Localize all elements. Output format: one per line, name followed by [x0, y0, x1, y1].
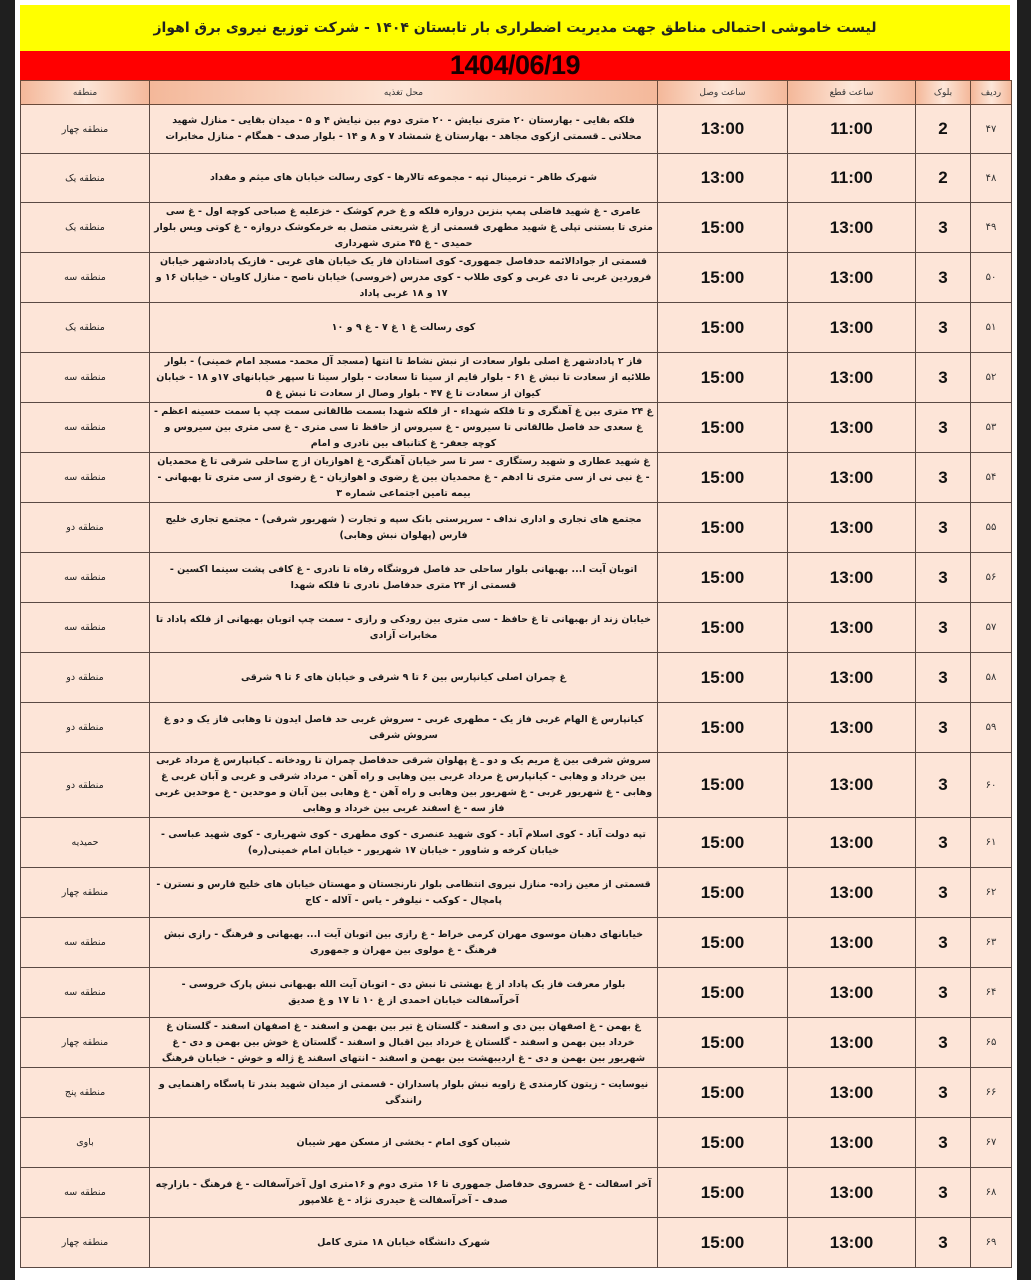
region-cell: منطقه یک — [21, 303, 150, 353]
schedule-date: 1404/06/19 — [20, 51, 1010, 80]
cut-time-cell: 13:00 — [788, 1018, 916, 1068]
table-header-row — [21, 81, 1012, 105]
location-cell: اتوبان آیت ا... بهبهانی بلوار ساحلی حد فاصل فروشگاه رفاه تا نادری - غ کافی پشت سینما اکسین - قسمتی از ۲۴ متری حدفاصل نادری تا فلکه شهدا — [150, 553, 658, 603]
cut-time-cell: 13:00 — [788, 503, 916, 553]
block-cell: 3 — [916, 1018, 971, 1068]
region-cell: منطقه دو — [21, 503, 150, 553]
restore-time-cell: 15:00 — [658, 1068, 788, 1118]
restore-time-cell: 15:00 — [658, 203, 788, 253]
row-number-cell: ۴۷ — [971, 105, 1012, 154]
restore-time-cell: 15:00 — [658, 1118, 788, 1168]
location-cell: غ شهید عطاری و شهید رستگاری - سر تا سر خیابان آهنگری- غ اهوازیان از ج ساحلی شرقی تا غ محمدیان - غ نبی نی از سی متری تا ادهم - غ محمدیان بین غ رضوی و اهوازیان - غ رضوی از سی متری تا بهبهانی - بیمه تامین اجتماعی شماره ۳ — [150, 453, 658, 503]
restore-time-cell: 15:00 — [658, 968, 788, 1018]
location-cell: تپه دولت آباد - کوی اسلام آباد - کوی شهید عنصری - کوی مطهری - کوی شهریاری - کوی شهید عباسی - خیابان کرخه و شاوور - خیابان ۱۷ شهریور - خیابان امام خمینی(ره) — [150, 818, 658, 868]
block-cell: 3 — [916, 403, 971, 453]
header-row-number: ردیف — [971, 81, 1012, 105]
restore-time-cell: 15:00 — [658, 703, 788, 753]
table-row — [21, 1018, 1012, 1068]
row-number-cell: ۶۶ — [971, 1068, 1012, 1118]
cut-time-cell: 13:00 — [788, 918, 916, 968]
region-cell: منطقه چهار — [21, 1218, 150, 1268]
location-cell: آخر اسفالت - غ خسروی حدفاصل جمهوری تا ۱۶ متری دوم و ۱۶متری اول آخرآسفالت - غ فرهنگ - بازارچه صدف - آخرآسفالت غ حیدری نژاد - غ غلامپور — [150, 1168, 658, 1218]
restore-time-cell: 15:00 — [658, 868, 788, 918]
block-cell: 3 — [916, 503, 971, 553]
restore-time-cell: 15:00 — [658, 818, 788, 868]
region-cell: منطقه دو — [21, 753, 150, 818]
table-row — [21, 503, 1012, 553]
cut-time-cell: 13:00 — [788, 703, 916, 753]
row-number-cell: ۵۱ — [971, 303, 1012, 353]
location-cell: کیانپارس غ الهام غربی فاز یک - مطهری غربی - سروش غربی حد فاصل ایدون تا وهابی فاز یک و دو غ سروش شرقی — [150, 703, 658, 753]
row-number-cell: ۶۸ — [971, 1168, 1012, 1218]
restore-time-cell: 15:00 — [658, 1168, 788, 1218]
row-number-cell: ۶۷ — [971, 1118, 1012, 1168]
row-number-cell: ۵۵ — [971, 503, 1012, 553]
restore-time-cell: 15:00 — [658, 303, 788, 353]
table-row — [21, 353, 1012, 403]
location-cell: عامری - غ شهید فاضلی پمپ بنزین دروازه فلکه و غ خرم کوشک - خزعلیه غ صباحی کوچه اول - غ سی متری تا بستنی تپلی غ شهید مطهری قسمتی از غ شریعتی متصل به خرمکوشک دروازه - غ کوتی ویس بلوار حمیدی - غ ۴۵ متری شهرداری — [150, 203, 658, 253]
row-number-cell: ۶۱ — [971, 818, 1012, 868]
row-number-cell: ۵۲ — [971, 353, 1012, 403]
table-row — [21, 818, 1012, 868]
block-cell: 3 — [916, 753, 971, 818]
table-row — [21, 453, 1012, 503]
location-cell: غ چمران اصلی کیانپارس بین ۶ تا ۹ شرقی و خیابان های ۶ تا ۹ شرقی — [150, 653, 658, 703]
block-cell: 3 — [916, 868, 971, 918]
block-cell: 3 — [916, 818, 971, 868]
block-cell: 3 — [916, 203, 971, 253]
table-row — [21, 918, 1012, 968]
block-cell: 3 — [916, 1068, 971, 1118]
restore-time-cell: 15:00 — [658, 1218, 788, 1268]
row-number-cell: ۴۸ — [971, 154, 1012, 203]
cut-time-cell: 13:00 — [788, 1068, 916, 1118]
row-number-cell: ۶۳ — [971, 918, 1012, 968]
restore-time-cell: 15:00 — [658, 353, 788, 403]
block-cell: 3 — [916, 353, 971, 403]
block-cell: 3 — [916, 918, 971, 968]
cut-time-cell: 11:00 — [788, 154, 916, 203]
header-region: منطقه — [21, 81, 150, 105]
region-cell: منطقه چهار — [21, 1018, 150, 1068]
region-cell: منطقه سه — [21, 253, 150, 303]
table-row — [21, 868, 1012, 918]
row-number-cell: ۶۵ — [971, 1018, 1012, 1068]
region-cell: منطقه سه — [21, 403, 150, 453]
table-row — [21, 203, 1012, 253]
region-cell: منطقه چهار — [21, 105, 150, 154]
document-title: لیست خاموشی احتمالی مناطق جهت مدیریت اضطراری بار تابستان ۱۴۰۴ - شرکت توزیع نیروی برق اهواز — [20, 5, 1010, 51]
table-row — [21, 403, 1012, 453]
location-cell: غ ۲۴ متری بین غ آهنگری و تا فلکه شهداء - از فلکه شهدا بسمت طالقانی سمت چپ یا سمت حسینه اعظم - غ سعدی حد فاصل طالقانی تا سیروس - غ سیروس از حافظ تا سی متری - غ سی متری بین سیروس و کوچه جعفر- غ کتانباف بین نادری و امام — [150, 403, 658, 453]
location-cell: بلوار معرفت فاز یک پاداد از غ بهشتی تا نبش دی - اتوبان آیت الله بهبهانی نبش پارک خروسی - آخرآسفالت خیابان احمدی از غ ۱۰ تا ۱۷ و غ صدیق — [150, 968, 658, 1018]
row-number-cell: ۵۹ — [971, 703, 1012, 753]
restore-time-cell: 15:00 — [658, 753, 788, 818]
table-row — [21, 603, 1012, 653]
block-cell: 3 — [916, 553, 971, 603]
location-cell: سروش شرقی بین غ مریم یک و دو ـ غ پهلوان شرقی حدفاصل چمران تا رودخانه ـ کیانپارس غ مرداد غربی بین خرداد و وهابی - کیانپارس غ مرداد غربی بین وهابی و راه آهن - مرداد شرقی و غربی و آبان غربی غ وهابی - غ شهریور غربی - غ شهریور بین وهابی و راه آهن - غ وهابی بین آبان و موحدین - غ موحدین غربی فاز سه - غ اسفند غربی بین خرداد و وهابی — [150, 753, 658, 818]
header-location: محل تغذیه — [150, 81, 658, 105]
cut-time-cell: 13:00 — [788, 553, 916, 603]
region-cell: منطقه پنج — [21, 1068, 150, 1118]
location-cell: قسمتی از معین زاده- منازل نیروی انتظامی بلوار نارنجستان و مهستان خیابان های خلیج فارس و نسترن - پامچال - کوکب - نیلوفر - یاس - آلاله - کاج — [150, 868, 658, 918]
region-cell: منطقه سه — [21, 918, 150, 968]
cut-time-cell: 13:00 — [788, 453, 916, 503]
region-cell: حمیدیه — [21, 818, 150, 868]
block-cell: 3 — [916, 968, 971, 1018]
table-row — [21, 1218, 1012, 1268]
row-number-cell: ۵۸ — [971, 653, 1012, 703]
location-cell: فلکه بقایی - بهارستان ۲۰ متری نیایش - ۲۰ متری دوم بین نیایش ۴ و ۵ - میدان بقایی - منازل شهید محلاتی ـ قسمتی ازکوی مجاهد - بهارستان غ شمشاد ۷ و ۸ و ۱۴ - بلوار صدف - همگام - منازل مخابرات — [150, 105, 658, 154]
block-cell: 2 — [916, 154, 971, 203]
location-cell: نیوسایت - زیتون کارمندی غ زاویه نبش بلوار پاسداران - قسمتی از میدان شهید بندر تا پاسگاه راهنمایی و رانندگی — [150, 1068, 658, 1118]
cut-time-cell: 13:00 — [788, 203, 916, 253]
restore-time-cell: 15:00 — [658, 653, 788, 703]
cut-time-cell: 13:00 — [788, 1118, 916, 1168]
restore-time-cell: 15:00 — [658, 403, 788, 453]
schedule-sheet — [15, 0, 1017, 1280]
outage-schedule-table — [20, 80, 1012, 1268]
location-cell: شهرک دانشگاه خیابان ۱۸ متری کامل — [150, 1218, 658, 1268]
restore-time-cell: 15:00 — [658, 253, 788, 303]
region-cell: منطقه سه — [21, 1168, 150, 1218]
cut-time-cell: 13:00 — [788, 968, 916, 1018]
cut-time-cell: 13:00 — [788, 868, 916, 918]
row-number-cell: ۶۴ — [971, 968, 1012, 1018]
region-cell: منطقه سه — [21, 353, 150, 403]
region-cell: منطقه سه — [21, 968, 150, 1018]
location-cell: شیبان کوی امام - بخشی از مسکن مهر شیبان — [150, 1118, 658, 1168]
table-row — [21, 753, 1012, 818]
table-row — [21, 553, 1012, 603]
table-row — [21, 1118, 1012, 1168]
row-number-cell: ۵۳ — [971, 403, 1012, 453]
cut-time-cell: 13:00 — [788, 303, 916, 353]
header-cut-time: ساعت قطع — [788, 81, 916, 105]
region-cell: باوی — [21, 1118, 150, 1168]
location-cell: خیابانهای دهبان موسوی مهران کرمی خراط - غ رازی بین اتوبان آیت ا... بهبهانی و فرهنگ - رازی نبش فرهنگ - غ مولوی بین مهران و جمهوری — [150, 918, 658, 968]
cut-time-cell: 13:00 — [788, 403, 916, 453]
row-number-cell: ۵۶ — [971, 553, 1012, 603]
row-number-cell: ۶۲ — [971, 868, 1012, 918]
restore-time-cell: 13:00 — [658, 105, 788, 154]
table-row — [21, 968, 1012, 1018]
cut-time-cell: 13:00 — [788, 818, 916, 868]
block-cell: 3 — [916, 453, 971, 503]
location-cell: قسمتی از جوادالائمه حدفاصل جمهوری- کوی استادان فاز یک خیابان های غربی - فازیک پادادشهر خیابان فروردین غربی تا دی غربی و کوی طلاب - کوی مدرس (خروسی) خیابان ناصح - منازل کاویان - خیابان ۱۶ و ۱۷ و ۱۸ غربی پاداد — [150, 253, 658, 303]
table-row — [21, 703, 1012, 753]
restore-time-cell: 15:00 — [658, 918, 788, 968]
region-cell: منطقه سه — [21, 453, 150, 503]
location-cell: خیابان زند از بهبهانی تا غ حافظ - سی متری بین رودکی و رازی - سمت چپ اتوبان بهبهانی از فلکه پاداد تا مخابرات آزادی — [150, 603, 658, 653]
location-cell: فاز ۲ پادادشهر غ اصلی بلوار سعادت از نبش نشاط تا انتها (مسجد آل محمد- مسجد امام خمینی) - بلوار طلائیه از سعادت تا نبش غ ۶۱ - بلوار قایم از سینا تا سعادت - بلوار سینا تا سپهر خیابانهای ۱۷و ۱۸ - خیابان کیوان از سعادت تا غ ۴۷ - بلوار وصال از سعادت تا نبش غ ۵ — [150, 353, 658, 403]
row-number-cell: ۵۴ — [971, 453, 1012, 503]
location-cell: شهرک طاهر - ترمینال تپه - مجموعه تالارها - کوی رسالت خیابان های میثم و مقداد — [150, 154, 658, 203]
location-cell: مجتمع های تجاری و اداری نداف - سرپرستی بانک سپه و تجارت ( شهریور شرقی) - مجتمع تجاری خلیج فارس (پهلوان نبش وهابی) — [150, 503, 658, 553]
header-restore-time: ساعت وصل — [658, 81, 788, 105]
cut-time-cell: 13:00 — [788, 653, 916, 703]
cut-time-cell: 13:00 — [788, 1168, 916, 1218]
block-cell: 3 — [916, 603, 971, 653]
region-cell: منطقه یک — [21, 154, 150, 203]
block-cell: 3 — [916, 1118, 971, 1168]
row-number-cell: ۵۰ — [971, 253, 1012, 303]
block-cell: 3 — [916, 653, 971, 703]
restore-time-cell: 15:00 — [658, 1018, 788, 1068]
block-cell: 2 — [916, 105, 971, 154]
row-number-cell: ۴۹ — [971, 203, 1012, 253]
restore-time-cell: 15:00 — [658, 453, 788, 503]
location-cell: غ بهمن - غ اصفهان بین دی و اسفند - گلستان غ تیر بین بهمن و اسفند - غ اصفهان اسفند - گلستان غ خرداد بین بهمن و اسفند - گلستان غ خرداد بین اقبال و اسفند - گلستان غ خوش بین بهمن و دی - غ شهریور بین بهمن و دی - غ اردیبهشت بین بهمن و اسفند - انتهای اسفند غ ژاله و خوش - خیابان فرهنگ — [150, 1018, 658, 1068]
table-row — [21, 105, 1012, 154]
restore-time-cell: 13:00 — [658, 154, 788, 203]
cut-time-cell: 11:00 — [788, 105, 916, 154]
row-number-cell: ۶۹ — [971, 1218, 1012, 1268]
row-number-cell: ۵۷ — [971, 603, 1012, 653]
restore-time-cell: 15:00 — [658, 553, 788, 603]
restore-time-cell: 15:00 — [658, 503, 788, 553]
header-block: بلوک — [916, 81, 971, 105]
cut-time-cell: 13:00 — [788, 353, 916, 403]
restore-time-cell: 15:00 — [658, 603, 788, 653]
region-cell: منطقه چهار — [21, 868, 150, 918]
block-cell: 3 — [916, 253, 971, 303]
table-row — [21, 653, 1012, 703]
cut-time-cell: 13:00 — [788, 603, 916, 653]
cut-time-cell: 13:00 — [788, 253, 916, 303]
region-cell: منطقه دو — [21, 703, 150, 753]
cut-time-cell: 13:00 — [788, 753, 916, 818]
block-cell: 3 — [916, 1218, 971, 1268]
region-cell: منطقه سه — [21, 553, 150, 603]
block-cell: 3 — [916, 303, 971, 353]
region-cell: منطقه یک — [21, 203, 150, 253]
region-cell: منطقه سه — [21, 603, 150, 653]
location-cell: کوی رسالت غ ۱ غ ۷ - غ ۹ و ۱۰ — [150, 303, 658, 353]
table-row — [21, 303, 1012, 353]
region-cell: منطقه دو — [21, 653, 150, 703]
table-row — [21, 154, 1012, 203]
table-row — [21, 1168, 1012, 1218]
block-cell: 3 — [916, 703, 971, 753]
block-cell: 3 — [916, 1168, 971, 1218]
table-row — [21, 253, 1012, 303]
table-row — [21, 1068, 1012, 1118]
cut-time-cell: 13:00 — [788, 1218, 916, 1268]
row-number-cell: ۶۰ — [971, 753, 1012, 818]
